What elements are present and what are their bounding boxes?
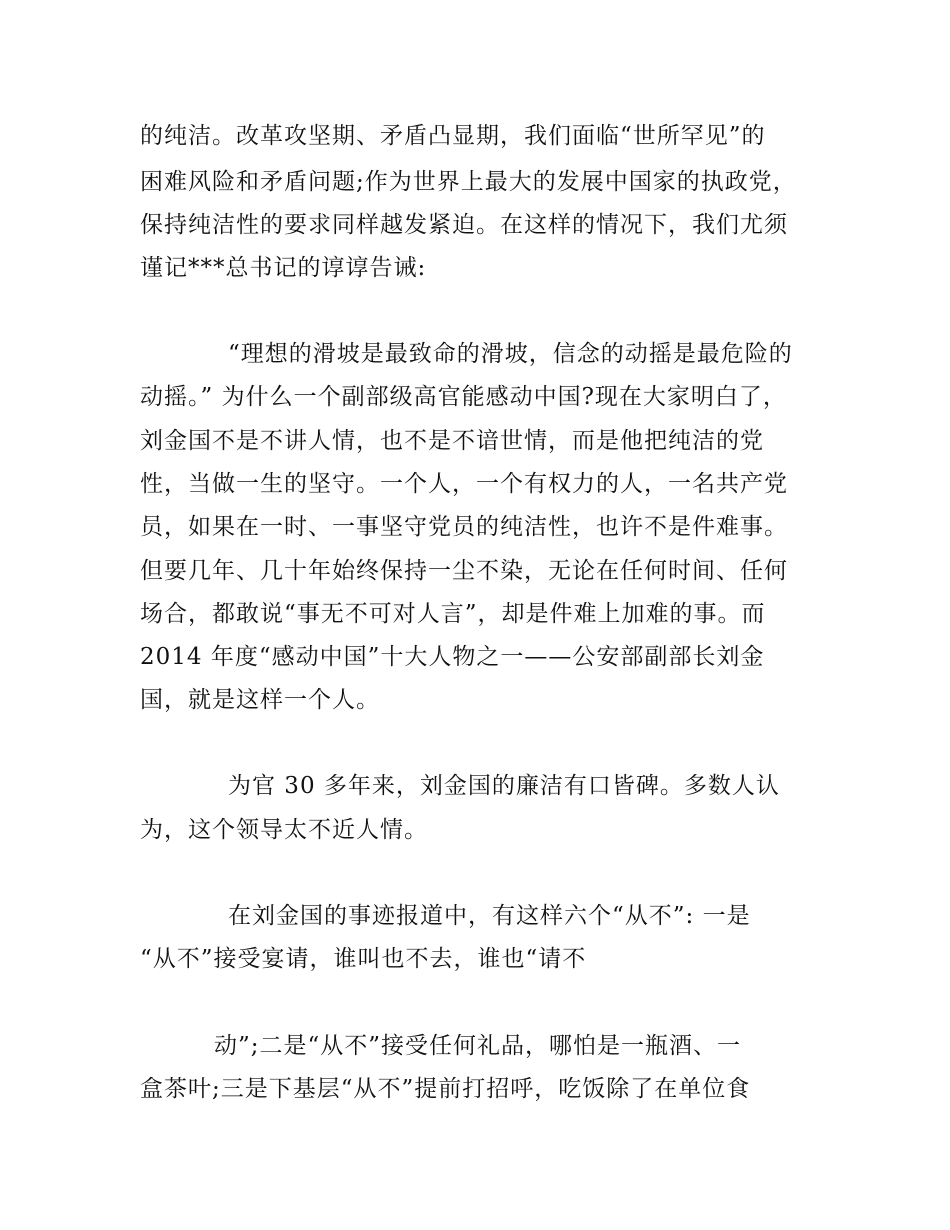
text-line: 场合，都敢说“事无不可对人言”，却是件难上加难的事。而: [140, 601, 766, 627]
text-line: “从不”接受宴请，谁叫也不去，谁也“请不: [140, 946, 587, 972]
text-line: 困难风险和矛盾问题;作为世界上最大的发展中国家的执政党，: [140, 169, 797, 195]
text-line: 员，如果在一时、一事坚守党员的纯洁性，也许不是件难事。: [140, 514, 788, 540]
text-line: 动摇。” 为什么一个副部级高官能感动中国?现在大家明白了，: [140, 384, 787, 410]
text-line: 但要几年、几十年始终保持一尘不染，无论在任何时间、任何: [140, 558, 788, 584]
text-line: 为官 30 多年来，刘金国的廉洁有口皆碑。多数人认: [228, 773, 780, 799]
text-line: 2014 年度“感动中国”十大人物之一——公安部副部长刘金: [140, 644, 765, 670]
text-line: 的纯洁。改革攻坚期、矛盾凸显期，我们面临“世所罕见”的: [140, 123, 766, 149]
text-line: 谨记***总书记的谆谆告诫:: [140, 255, 427, 281]
text-line: 刘金国不是不讲人情，也不是不谙世情，而是他把纯洁的党: [140, 428, 764, 454]
text-line: 为，这个领导太不近人情。: [140, 817, 428, 843]
text-line: 动”;二是“从不”接受任何礼品，哪怕是一瓶酒、一: [214, 1033, 742, 1059]
text-line: 保持纯洁性的要求同样越发紧迫。在这样的情况下，我们尤须: [140, 212, 788, 238]
text-line: 国，就是这样一个人。: [140, 687, 380, 713]
text-line: 在刘金国的事迹报道中，有这样六个“从不”: 一是: [228, 903, 751, 929]
text-line: “理想的滑坡是最致命的滑坡，信念的动摇是最危险的: [228, 341, 793, 367]
text-line: 性，当做一生的坚守。一个人，一个有权力的人，一名共产党: [140, 471, 788, 497]
text-line: 盒茶叶;三是下基层“从不”提前打招呼，吃饭除了在单位食: [140, 1076, 751, 1102]
